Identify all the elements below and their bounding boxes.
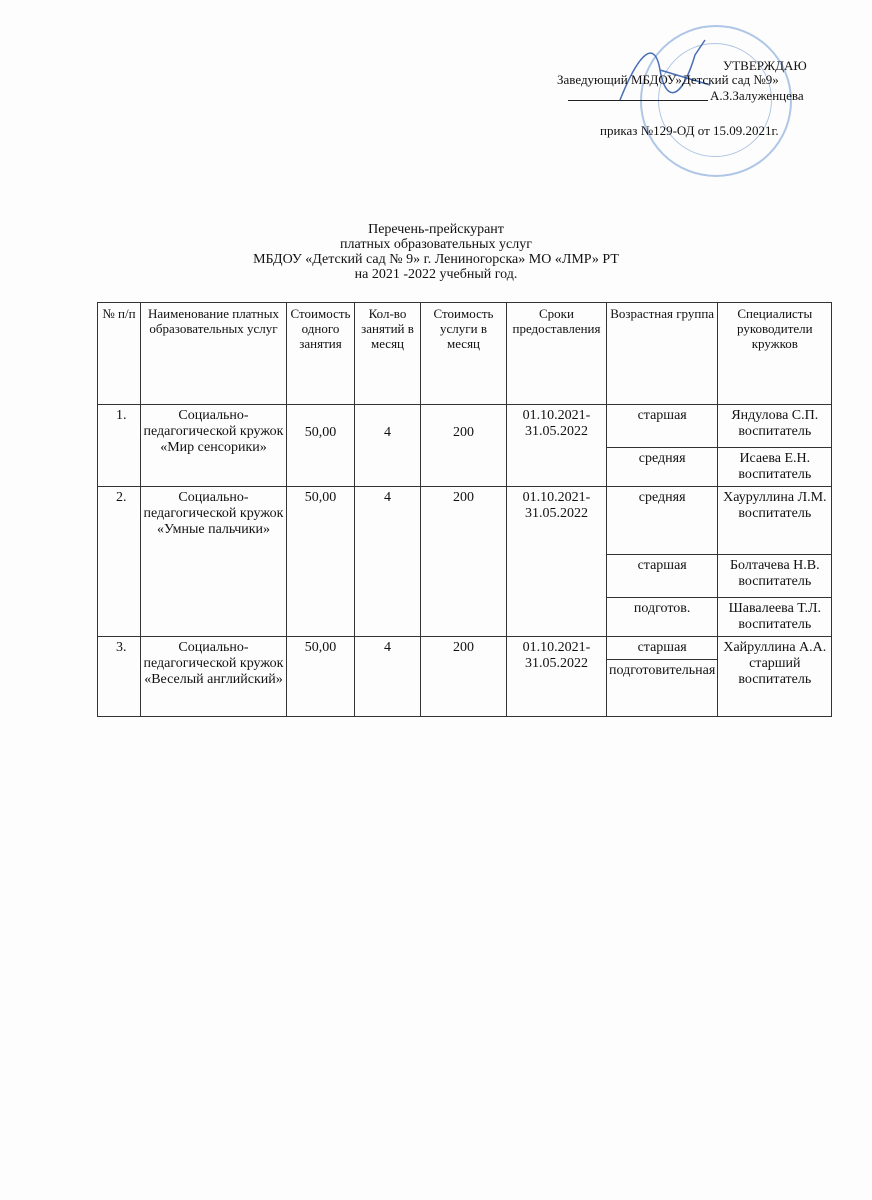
row-period: 01.10.2021-31.05.2022	[507, 405, 607, 487]
row-teacher: Хайруллина А.А. старший воспитатель	[718, 637, 832, 717]
row-cost: 50,00	[287, 405, 355, 487]
row-age: старшая	[607, 405, 718, 448]
row-age: подготов.	[607, 598, 718, 637]
row-num: 3.	[98, 637, 141, 717]
approval-order: приказ №129-ОД от 15.09.2021г.	[600, 123, 779, 138]
row-teacher: Хауруллина Л.М. воспитатель	[718, 487, 832, 555]
table-row	[98, 487, 832, 555]
header-teacher: Специалисты руководители кружков	[718, 303, 832, 405]
table-row	[98, 637, 832, 660]
title-line-3: МБДОУ «Детский сад № 9» г. Лениногорска» МО «ЛМР» РТ	[253, 252, 619, 267]
row-age: старшая	[607, 555, 718, 598]
table-header-row	[98, 303, 832, 405]
title-line-1: Перечень-прейскурант	[368, 222, 504, 237]
price-table	[97, 302, 832, 717]
approval-name: А.З.Залуженцева	[710, 88, 804, 103]
row-month: 200	[421, 487, 507, 637]
row-month: 200	[421, 637, 507, 717]
row-count: 4	[355, 637, 421, 717]
row-teacher: Болтачева Н.В. воспитатель	[718, 555, 832, 598]
row-teacher: Исаева Е.Н. воспитатель	[718, 448, 832, 487]
row-num: 2.	[98, 487, 141, 637]
header-period: Сроки предоставления	[507, 303, 607, 405]
row-name: Социально-педагогической кружок «Веселый английский»	[141, 637, 287, 717]
row-count: 4	[355, 487, 421, 637]
header-month: Стоимость услуги в месяц	[421, 303, 507, 405]
title-line-2: платных образовательных услуг	[340, 237, 532, 252]
header-age: Возрастная группа	[607, 303, 718, 405]
row-month: 200	[421, 405, 507, 487]
table-row	[98, 405, 832, 448]
header-count: Кол-во занятий в месяц	[355, 303, 421, 405]
row-age: подготовительная	[607, 660, 718, 717]
header-cost: Стоимость одного занятия	[287, 303, 355, 405]
header-name: Наименование платных образовательных услуг	[141, 303, 287, 405]
row-teacher: Яндулова С.П. воспитатель	[718, 405, 832, 448]
row-age: средняя	[607, 448, 718, 487]
row-name: Социально-педагогической кружок «Мир сенсорики»	[141, 405, 287, 487]
row-age: средняя	[607, 487, 718, 555]
row-cost: 50,00	[287, 637, 355, 717]
approval-word: УТВЕРЖДАЮ	[723, 58, 807, 73]
row-num: 1.	[98, 405, 141, 487]
signature-line	[568, 100, 708, 101]
header-num: № п/п	[98, 303, 141, 405]
row-count: 4	[355, 405, 421, 487]
row-period: 01.10.2021-31.05.2022	[507, 637, 607, 717]
row-age: старшая	[607, 637, 718, 660]
row-name: Социально-педагогической кружок «Умные пальчики»	[141, 487, 287, 637]
title-line-4: на 2021 -2022 учебный год.	[354, 267, 518, 282]
row-cost: 50,00	[287, 487, 355, 637]
row-teacher: Шавалеева Т.Л. воспитатель	[718, 598, 832, 637]
row-period: 01.10.2021-31.05.2022	[507, 487, 607, 637]
approval-position: Заведующий МБДОУ»Детский сад №9»	[557, 72, 779, 87]
